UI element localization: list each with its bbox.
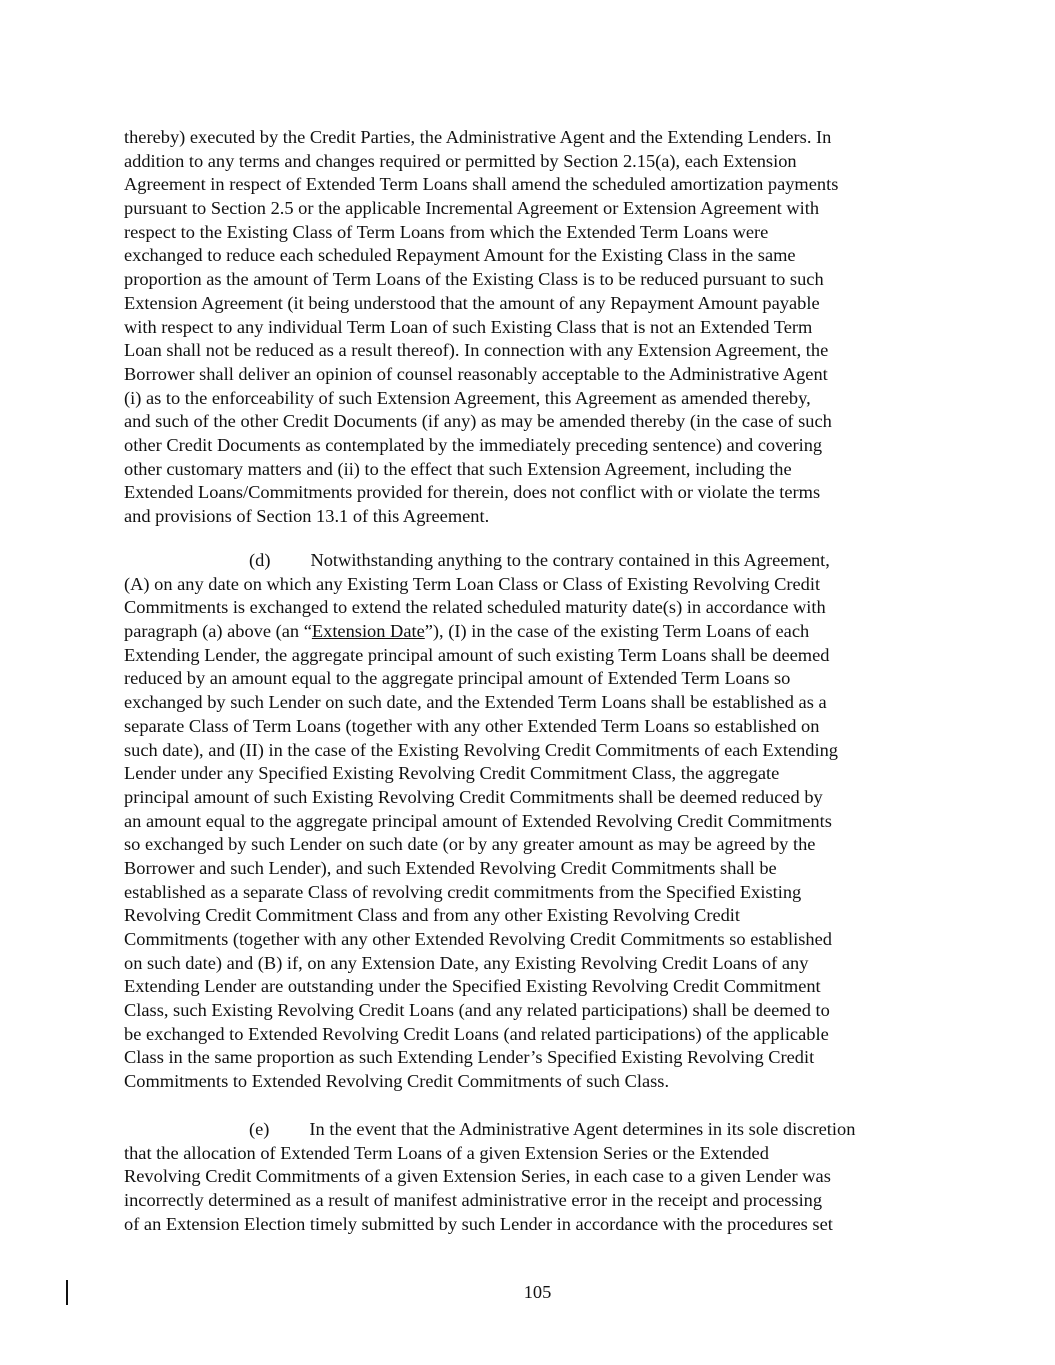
text-line: other Credit Documents as contemplated by the immediately preceding sentence) and covering	[124, 434, 823, 455]
paragraph-d	[124, 549, 944, 1094]
paragraph-d-label: (d)	[249, 550, 271, 570]
text-line: Commitments (together with any other Extended Revolving Credit Commitments so established	[124, 929, 832, 949]
text-line: Extending Lender are outstanding under the Specified Existing Revolving Credit Commitment	[124, 976, 821, 997]
paragraph-e-first-line-text: In the event that the Administrative Agent determines in its sole discretion	[309, 1119, 856, 1139]
text-line: Borrower shall deliver an opinion of counsel reasonably acceptable to the Administrative Agent	[124, 363, 828, 384]
text-line: Extension Agreement (it being understood that the amount of any Repayment Amount payable	[124, 292, 820, 313]
paragraph-c-continuation	[124, 126, 944, 529]
text-line: Agreement in respect of Extended Term Loans shall amend the scheduled amortization payments	[124, 174, 839, 195]
text-line: with respect to any individual Term Loan of such Existing Class that is not an Extended Term	[124, 316, 813, 337]
paragraph-d-first-line	[124, 549, 944, 573]
text-line: Class in the same proportion as such Extending Lender’s Specified Existing Revolving Credit	[124, 1047, 815, 1068]
defined-term-extension-date: Extension Date	[311, 621, 425, 642]
text-line: exchanged by such Lender on such date, and the Extended Term Loans shall be established as a	[124, 692, 827, 713]
text-line: proportion as the amount of Term Loans of the Existing Class is to be reduced pursuant to such	[124, 269, 824, 290]
text-line: Loan shall not be reduced as a result thereof). In connection with any Extension Agreement, the	[124, 340, 829, 361]
text-line: Commitments to Extended Revolving Credit Commitments of such Class.	[124, 1071, 670, 1092]
text-line: and such of the other Credit Documents (if any) as may be amended thereby (in the case of such	[124, 411, 832, 432]
text-line: be exchanged to Extended Revolving Credit Loans (and related participations) of the applicable	[124, 1023, 829, 1044]
text-line: Revolving Credit Commitments of a given Extension Series, in each case to a given Lender was	[124, 1166, 831, 1187]
text-line: exchanged to reduce each scheduled Repayment Amount for the Existing Class in the same	[124, 245, 796, 266]
text-line: Lender under any Specified Existing Revolving Credit Commitment Class, the aggregate	[124, 763, 780, 784]
paragraph-e	[124, 1118, 944, 1236]
text-line: and provisions of Section 13.1 of this Agreement.	[124, 506, 490, 526]
text-line: Borrower and such Lender), and such Extended Revolving Credit Commitments shall be	[124, 857, 777, 878]
text-line: principal amount of such Existing Revolving Credit Commitments shall be deemed reduced by	[124, 786, 823, 807]
text-line: an amount equal to the aggregate principal amount of Extended Revolving Credit Commitments	[124, 810, 832, 831]
page-number: 105	[523, 1282, 552, 1302]
text-line: Extended Loans/Commitments provided for therein, does not conflict with or violate the terms	[124, 482, 821, 503]
text-line: Extending Lender, the aggregate principal amount of such existing Term Loans shall be deemed	[124, 644, 830, 665]
paragraph-e-label: (e)	[249, 1119, 270, 1139]
text-line: that the allocation of Extended Term Loans of a given Extension Series or the Extended	[124, 1142, 769, 1163]
text-line: (A) on any date on which any Existing Term Loan Class or Class of Existing Revolving Credit	[124, 573, 821, 594]
text-line: paragraph (a) above (an “Extension Date”), (I) in the case of the existing Term Loans of each	[124, 621, 810, 642]
text-line: addition to any terms and changes required or permitted by Section 2.15(a), each Extension	[124, 150, 797, 171]
text-line: incorrectly determined as a result of manifest administrative error in the receipt and processing	[124, 1190, 823, 1211]
text-line: respect to the Existing Class of Term Loans from which the Extended Term Loans were	[124, 221, 769, 242]
text-line: separate Class of Term Loans (together with any other Extended Term Loans so established on	[124, 715, 820, 736]
text-line: (i) as to the enforceability of such Extension Agreement, this Agreement as amended thereby,	[124, 387, 811, 408]
text-line: such date), and (II) in the case of the Existing Revolving Credit Commitments of each Extending	[124, 739, 838, 760]
text-line: on such date) and (B) if, on any Extension Date, any Existing Revolving Credit Loans of any	[124, 952, 809, 973]
text-line: reduced by an amount equal to the aggregate principal amount of Extended Term Loans so	[124, 668, 791, 689]
text-line: other customary matters and (ii) to the effect that such Extension Agreement, including the	[124, 458, 792, 479]
paragraph-e-first-line	[124, 1118, 944, 1142]
text-line: established as a separate Class of revolving credit commitments from the Specified Existing	[124, 881, 802, 902]
text-line: Class, such Existing Revolving Credit Loans (and any related participations) shall be deemed to	[124, 1000, 830, 1021]
text-line: Commitments is exchanged to extend the related scheduled maturity date(s) in accordance with	[124, 597, 826, 618]
text-line: Revolving Credit Commitment Class and from any other Existing Revolving Credit	[124, 905, 741, 926]
text-line: of an Extension Election timely submitted by such Lender in accordance with the procedures set	[124, 1213, 833, 1234]
text-line: so exchanged by such Lender on such date (or by any greater amount as may be agreed by the	[124, 834, 816, 855]
text-line: thereby) executed by the Credit Parties, the Administrative Agent and the Extending Lenders. In	[124, 127, 832, 147]
paragraph-d-first-line-text: Notwithstanding anything to the contrary contained in this Agreement,	[310, 550, 830, 570]
text-line: pursuant to Section 2.5 or the applicable Incremental Agreement or Extension Agreement with	[124, 198, 820, 219]
